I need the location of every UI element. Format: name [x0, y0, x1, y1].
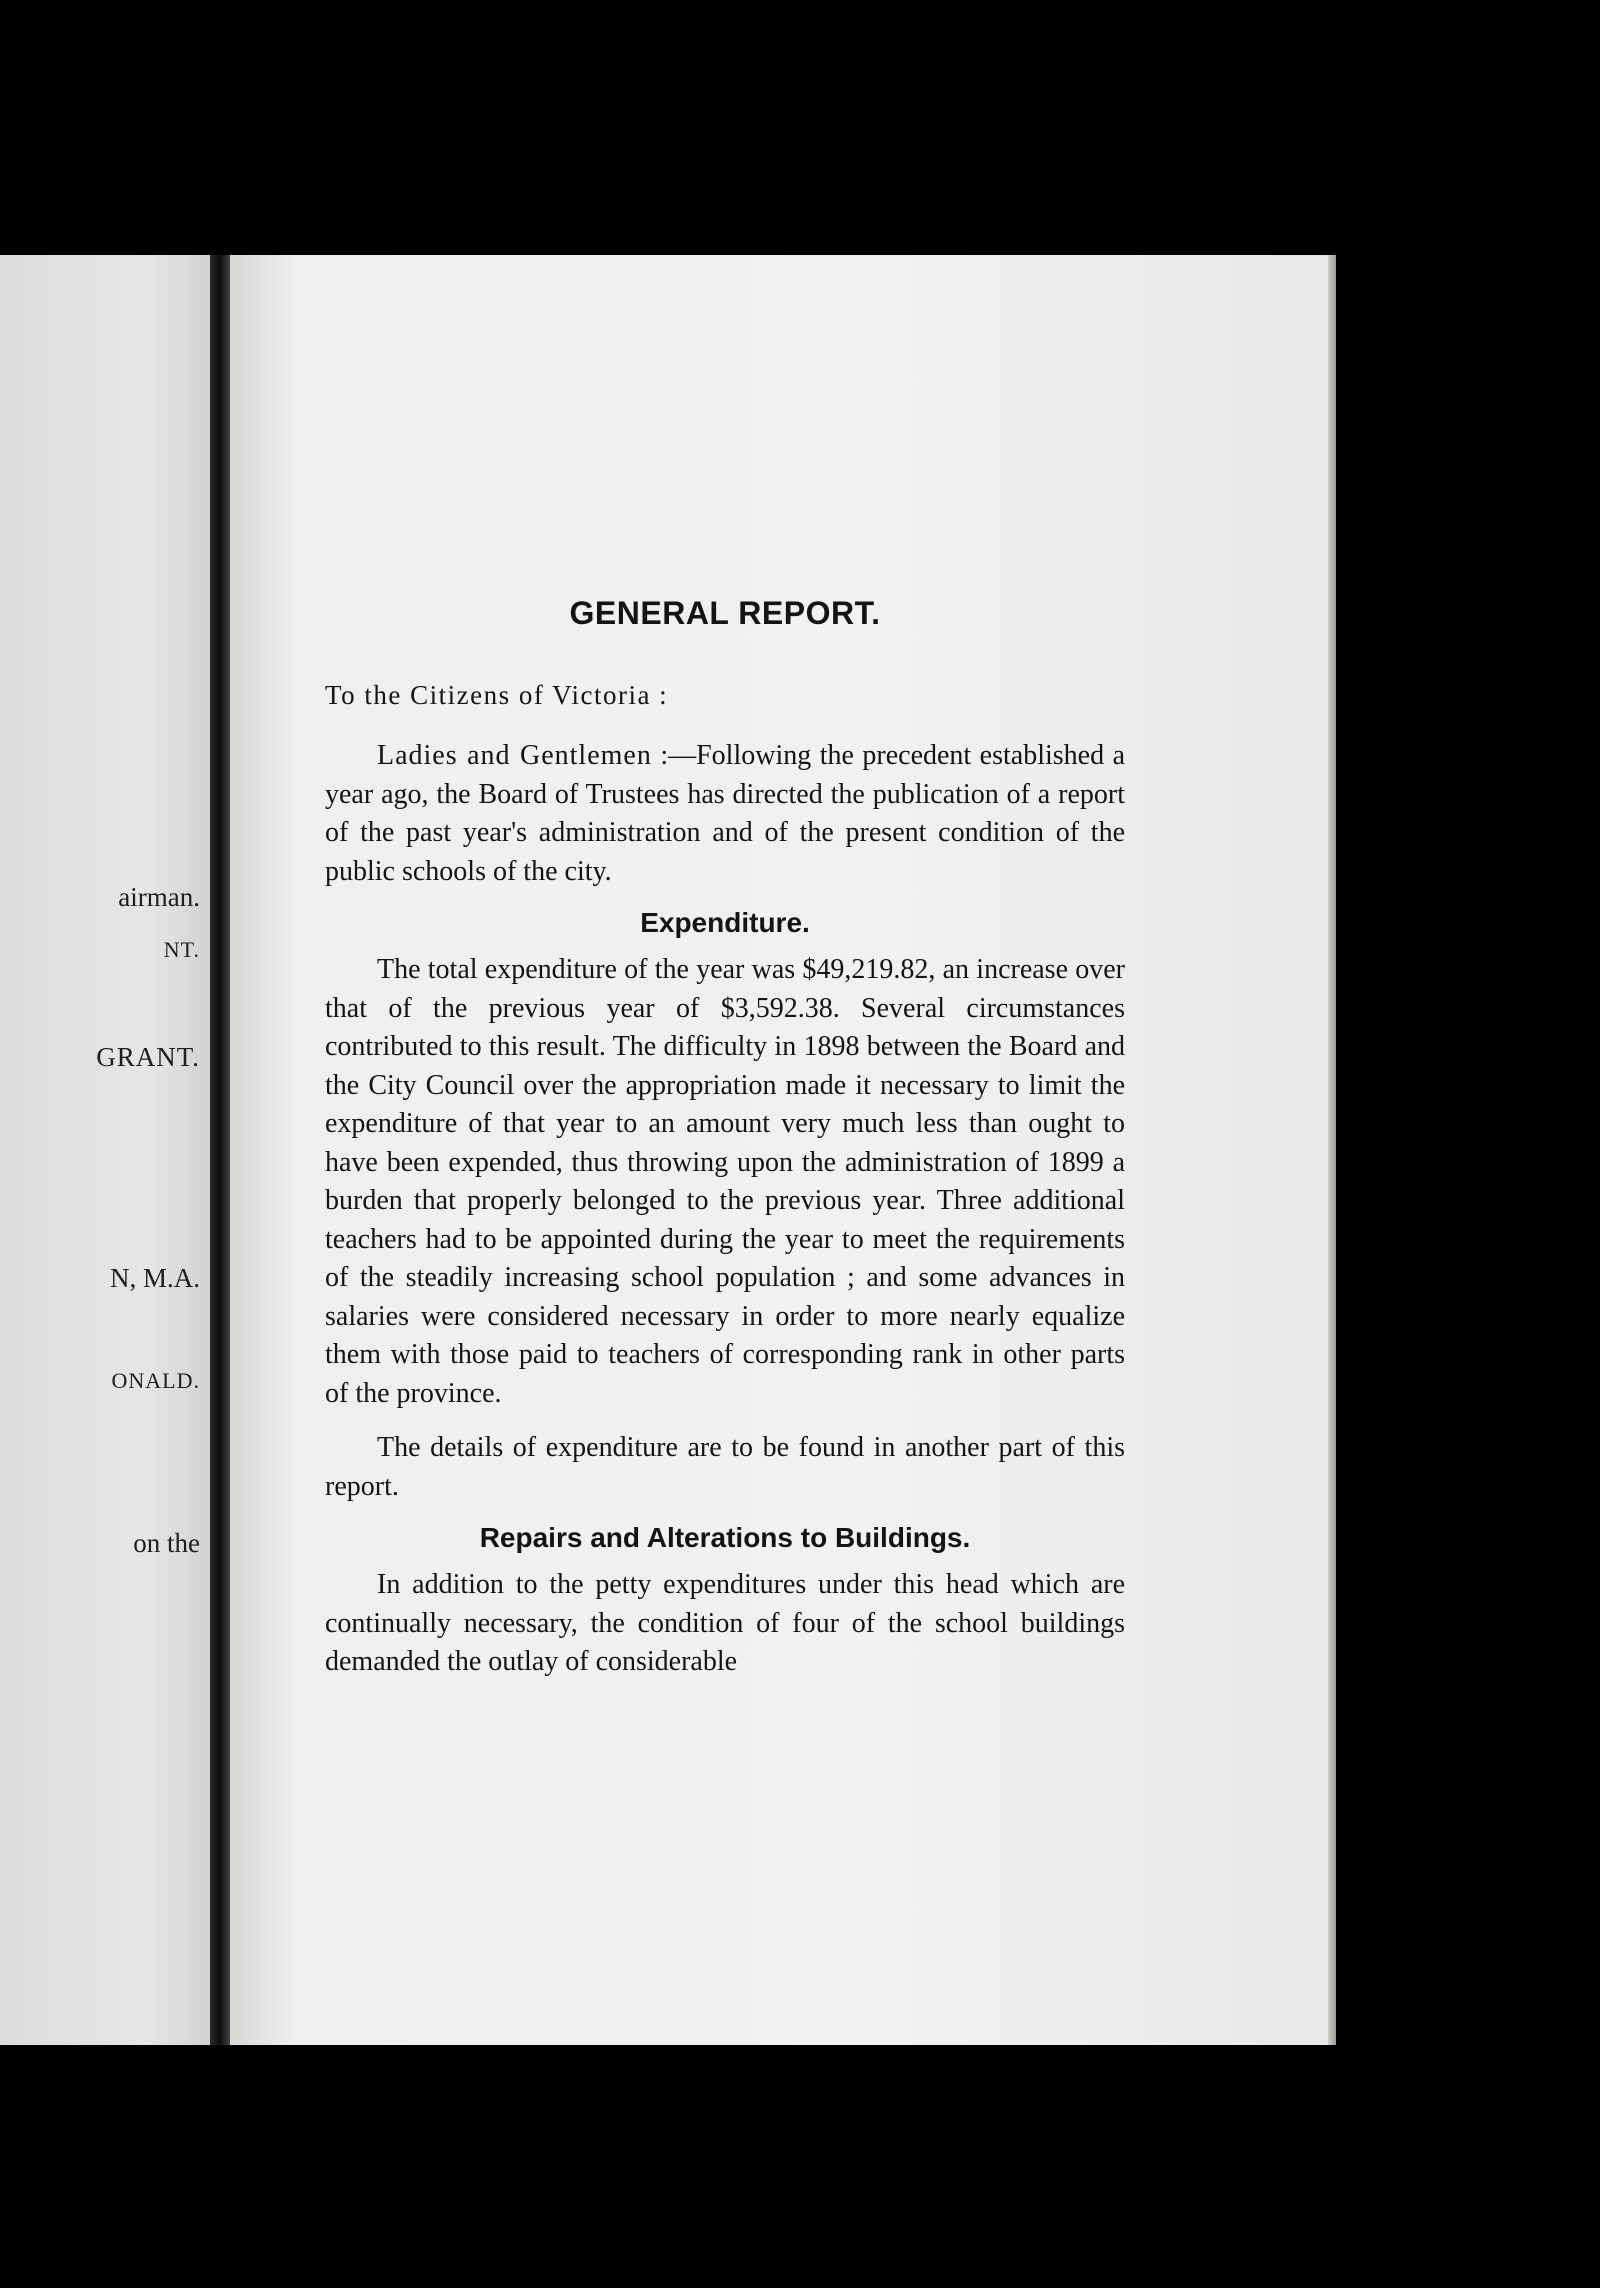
left-page — [0, 255, 210, 2045]
left-fragment: ONALD. — [111, 1368, 200, 1393]
left-fragment: N, M.A. — [109, 1263, 200, 1293]
left-fragment: airman. — [118, 882, 200, 912]
page-edge — [1328, 255, 1336, 2045]
left-fragment: NT. — [163, 937, 200, 962]
intro-text: :—Following the precedent established a year ago, the Board of Trustees has directed the publication of a report of the past year's administration and of the present condition of the public schools of the city. — [325, 740, 1125, 887]
section-heading-repairs: Repairs and Alterations to Buildings. — [479, 1522, 971, 1553]
expenditure-paragraph: The total expenditure of the year was $49,219.82, an increase over that of the previous year of $3,592.38. Several circumstances contributed to this result. The difficulty in 1898 between the Board and the City Council over the appropriation made it necessary to limit the expenditure of that year to an amount very much less than ought to have been expended, thus throwing upon the administration of 1899 a burden that properly belonged to the previous year. Three additional teachers had to be appointed during the year to meet the requirements of the steadily increasing school population ; and some advances in salaries were considered necessary in order to more nearly equalize them with those paid to teachers of corresponding rank in other parts of the province. — [325, 954, 1125, 1409]
left-fragment: on the — [133, 1528, 200, 1558]
left-fragment: GRANT. — [96, 1042, 200, 1072]
report-content — [325, 595, 1125, 1682]
salutation: To the Citizens of Victoria : — [325, 680, 669, 710]
section-heading-expenditure: Expenditure. — [640, 907, 810, 938]
intro-lead: Ladies and Gentlemen — [377, 740, 652, 771]
expenditure-details-paragraph: The details of expenditure are to be found in another part of this report. — [325, 1432, 1125, 1502]
report-title: GENERAL REPORT. — [569, 595, 881, 631]
scanned-spread — [0, 255, 1336, 2045]
repairs-paragraph: In addition to the petty expenditures under this head which are continually necessary, the condition of four of the school buildings demanded the outlay of considerable — [325, 1569, 1125, 1677]
intro-paragraph — [325, 737, 1125, 891]
right-page — [230, 255, 1336, 2045]
book-gutter — [210, 255, 230, 2045]
